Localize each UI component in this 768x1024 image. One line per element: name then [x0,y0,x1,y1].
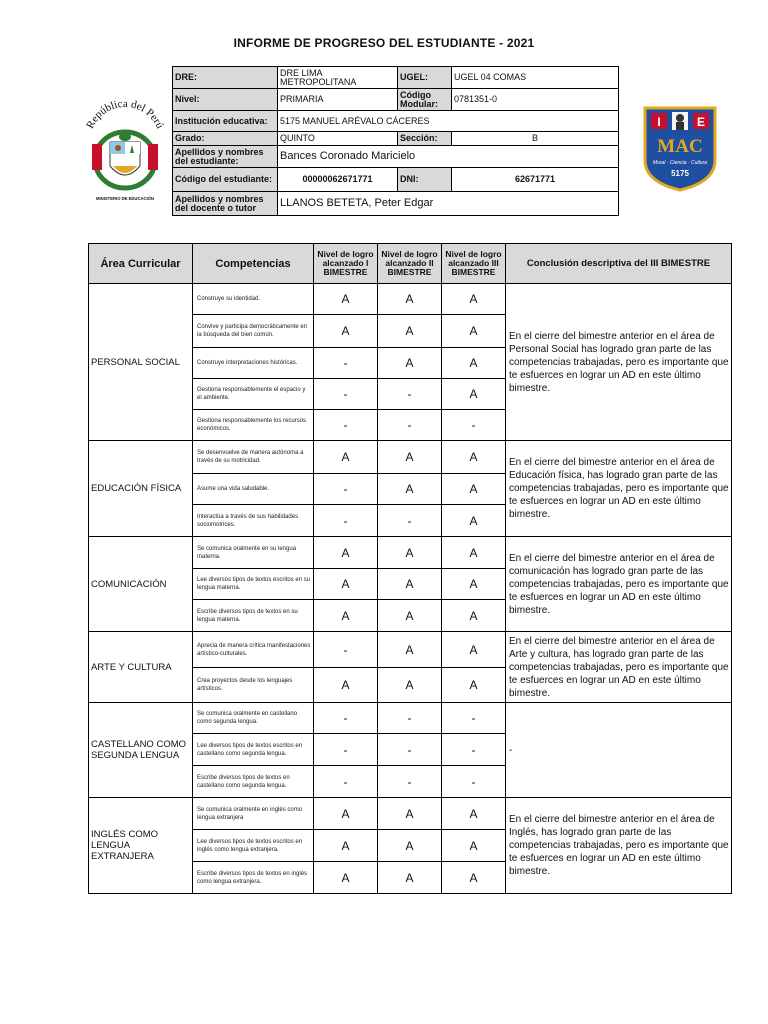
institucion-label: Institución educativa: [173,111,278,132]
nivel-3-value: A [442,569,506,600]
nivel-2-value: - [378,379,442,410]
dni-value: 62671771 [452,168,619,192]
nivel-3-value: A [442,600,506,632]
nivel-3-value: - [442,766,506,798]
nivel-label: Nivel: [173,89,278,111]
competencia-text: Gestiona responsablemente los recursos económicos. [193,410,314,441]
competencia-text: Lee diversos tipos de textos escritos en inglés como lengua extranjera. [193,830,314,862]
docente-label: Apellidos y nombres del docente o tutor [173,192,278,216]
school-logo [641,104,719,192]
area-name: COMUNICACIÓN [89,537,193,632]
nivel-1-value: - [314,474,378,505]
nivel-3-value: A [442,632,506,668]
table-row [89,703,732,734]
nivel-value: PRIMARIA [278,89,398,111]
competencia-text: Escribe diversos tipos de textos en inglés como lengua extranjera. [193,862,314,894]
page-title: INFORME DE PROGRESO DEL ESTUDIANTE - 2021 [233,36,535,50]
header-conclusion: Conclusión descriptiva del III BIMESTRE [506,244,732,284]
nivel-2-value: A [378,537,442,569]
header-nivel-1: Nivel de logro alcanzado I BIMESTRE [314,244,378,284]
conclusion-text: En el cierre del bimestre anterior en el área de Educación física, has logrado gran parte de las competencias trabajadas, pero es importante que te esfuerces en lograr un AD en este último bimestre. [506,441,732,537]
competencia-text: Escribe diversos tipos de textos en castellano como segunda lengua. [193,766,314,798]
nivel-1-value: A [314,862,378,894]
table-row [89,537,732,569]
svg-text:I: I [657,115,661,129]
svg-text:E: E [696,115,706,129]
grades-body [89,284,732,894]
estudiante-label: Apellidos y nombres del estudiante: [173,146,278,168]
area-name: ARTE Y CULTURA [89,632,193,703]
header-area: Área Curricular [89,244,193,284]
svg-text:5175: 5175 [671,169,689,178]
dre-value: DRE LIMA METROPOLITANA [278,67,398,89]
header-nivel-2: Nivel de logro alcanzado II BIMESTRE [378,244,442,284]
student-info-table [172,66,619,216]
seccion-label: Sección: [398,132,452,146]
area-name: INGLÉS COMO LENGUA EXTRANJERA [89,798,193,894]
peru-crest-logo [80,94,170,206]
seccion-value: B [452,132,619,146]
table-row [89,441,732,474]
nivel-1-value: - [314,348,378,379]
nivel-2-value: A [378,668,442,703]
nivel-2-value: A [378,348,442,379]
competencia-text: Se comunica oralmente en inglés como lengua extranjera [193,798,314,830]
nivel-1-value: A [314,600,378,632]
codigo-modular-value: 0781351-0 [452,89,619,111]
docente-value: LLANOS BETETA, Peter Edgar [278,192,619,216]
nivel-2-value: A [378,600,442,632]
nivel-1-value: - [314,703,378,734]
nivel-3-value: A [442,862,506,894]
svg-text:República del Perú: República del Perú [84,97,166,131]
codigo-estudiante-label: Código del estudiante: [173,168,278,192]
header-competencias: Competencias [193,244,314,284]
nivel-2-value: - [378,766,442,798]
nivel-3-value: A [442,441,506,474]
grado-value: QUINTO [278,132,398,146]
competencia-text: Lee diversos tipos de textos escritos en su lengua materna. [193,569,314,600]
nivel-3-value: - [442,703,506,734]
nivel-1-value: A [314,315,378,348]
conclusion-text: - [506,703,732,798]
competencia-text: Lee diversos tipos de textos escritos en castellano como segunda lengua. [193,734,314,766]
nivel-2-value: A [378,474,442,505]
nivel-3-value: A [442,348,506,379]
conclusion-text: En el cierre del bimestre anterior en el área de Inglés, has logrado gran parte de las competencias trabajadas, pero es importante que te esfuerces en lograr un AD en este último bimestre. [506,798,732,894]
nivel-1-value: A [314,830,378,862]
nivel-1-value: A [314,284,378,315]
ugel-label: UGEL: [398,67,452,89]
table-row [89,798,732,830]
nivel-2-value: A [378,798,442,830]
nivel-1-value: A [314,569,378,600]
dre-label: DRE: [173,67,278,89]
nivel-2-value: A [378,284,442,315]
competencia-text: Asume una vida saludable. [193,474,314,505]
nivel-2-value: A [378,315,442,348]
competencia-text: Aprecia de manera crítica manifestaciones artístico-culturales. [193,632,314,668]
grado-label: Grado: [173,132,278,146]
dni-label: DNI: [398,168,452,192]
nivel-2-value: - [378,703,442,734]
nivel-3-value: - [442,734,506,766]
competencia-text: Se comunica oralmente en su lengua materna. [193,537,314,569]
area-name: PERSONAL SOCIAL [89,284,193,441]
nivel-2-value: - [378,734,442,766]
conclusion-text: En el cierre del bimestre anterior en el área de comunicación has logrado gran parte de las competencias trabajadas, pero es importante que te esfuerces en lograr un AD en este último bimestre. [506,537,732,632]
svg-text:Moral · Ciencia · Cultura: Moral · Ciencia · Cultura [652,160,708,166]
nivel-2-value: A [378,830,442,862]
grades-table [88,243,732,894]
nivel-1-value: A [314,798,378,830]
nivel-1-value: A [314,537,378,569]
area-name: EDUCACIÓN FÍSICA [89,441,193,537]
competencia-text: Construye su identidad. [193,284,314,315]
nivel-2-value: A [378,632,442,668]
nivel-3-value: A [442,379,506,410]
competencia-text: Crea proyectos desde los lenguajes artísticos. [193,668,314,703]
nivel-3-value: A [442,505,506,537]
nivel-1-value: - [314,410,378,441]
nivel-2-value: A [378,441,442,474]
codigo-modular-label: Código Modular: [398,89,452,111]
nivel-1-value: - [314,734,378,766]
nivel-3-value: A [442,315,506,348]
svg-text:MINISTERIO DE EDUCACIÓN: MINISTERIO DE EDUCACIÓN [96,196,154,201]
competencia-text: Se desenvuelve de manera autónoma a través de su motricidad. [193,441,314,474]
competencia-text: Construye interpretaciones históricas. [193,348,314,379]
table-row [89,284,732,315]
table-row [89,632,732,668]
nivel-2-value: A [378,569,442,600]
nivel-3-value: A [442,537,506,569]
nivel-3-value: A [442,284,506,315]
nivel-3-value: A [442,798,506,830]
svg-text:MAC: MAC [657,136,703,157]
competencia-text: Interactúa a través de sus habilidades sociomotrices. [193,505,314,537]
nivel-3-value: - [442,410,506,441]
nivel-1-value: - [314,766,378,798]
area-name: CASTELLANO COMO SEGUNDA LENGUA [89,703,193,798]
nivel-1-value: - [314,505,378,537]
nivel-2-value: A [378,862,442,894]
competencia-text: Gestiona responsablemente el espacio y el ambiente. [193,379,314,410]
nivel-1-value: A [314,668,378,703]
nivel-1-value: - [314,632,378,668]
estudiante-value: Bances Coronado Maricielo [278,146,619,168]
ugel-value: UGEL 04 COMAS [452,67,619,89]
conclusion-text: En el cierre del bimestre anterior en el área de Arte y cultura, has logrado gran parte de las competencias trabajadas, pero es importante que te esfuerces en lograr un AD en este último bimestre. [506,632,732,703]
competencia-text: Se comunica oralmente en castellano como segunda lengua. [193,703,314,734]
nivel-1-value: - [314,379,378,410]
nivel-3-value: A [442,668,506,703]
nivel-2-value: - [378,410,442,441]
institucion-value: 5175 MANUEL ARÉVALO CÁCERES [278,111,619,132]
header-nivel-3: Nivel de logro alcanzado III BIMESTRE [442,244,506,284]
nivel-1-value: A [314,441,378,474]
nivel-3-value: A [442,474,506,505]
nivel-2-value: - [378,505,442,537]
conclusion-text: En el cierre del bimestre anterior en el área de Personal Social has logrado gran parte de las competencias trabajadas, pero es importante que te esfuerces en lograr un AD en este último bimestre. [506,284,732,441]
codigo-estudiante-value: 00000062671771 [278,168,398,192]
competencia-text: Convive y participa democráticamente en la búsqueda del bien común. [193,315,314,348]
competencia-text: Escribe diversos tipos de textos en su lengua materna. [193,600,314,632]
nivel-3-value: A [442,830,506,862]
